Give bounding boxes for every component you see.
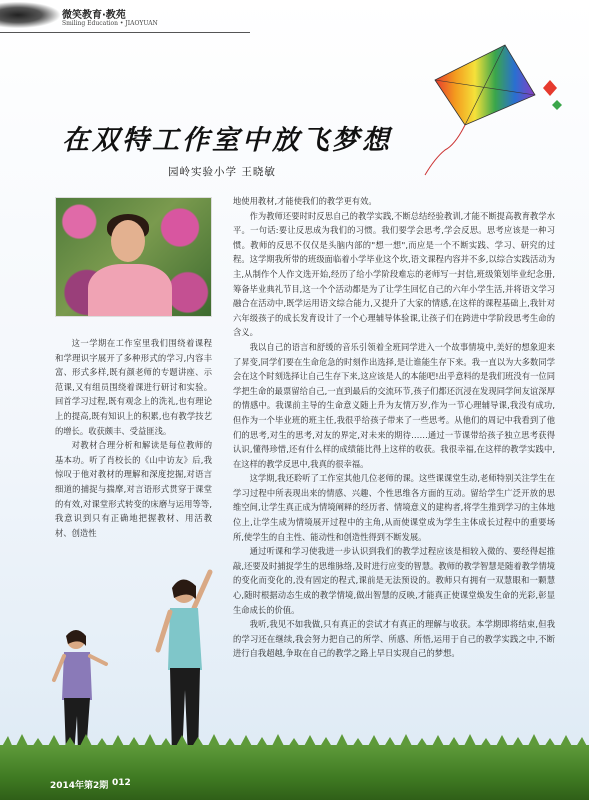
grass-footer (0, 745, 589, 800)
column-subtitle: Smiling Education • JIAOYUAN (62, 20, 158, 27)
header-decoration (0, 2, 60, 28)
header-rule (0, 32, 250, 33)
issue-label: 2014年第2期 (50, 781, 109, 791)
article-paragraph: 我以自己的语言和舒缓的音乐引领着全班同学进入一个故事情境中,美好的想象迎来了昇变,同学们要在生命危急的时刻作出选择,是让谁能生存下来。我一直以为大多数同学会在这个时刻选择让自己生存下来,这应该是人的本能吧!出乎意料的是我们班没有一位同学把生命的最票留给自己,一直到最后的交流环节,孩子们都还沉浸在发现同学间友谊深厚的情感中。我课前主导的生命意义随上升为友情万岁,作为一节心理辅导课,我没有成功,但作为一个毕业班的班主任,我很乎给孩子带来了一些思考。从他们的周记中我看到了他们的思考,对生的思考,对友的界定,对未来的期待……通过一节课带给孩子独立思考获得认识,懂得珍惜,还有什么样的成绩能比得上这样的收获。我很幸福,在这样的教学实践中,在这样的教学反思中,我真的很幸福。 (233, 341, 555, 469)
article-paragraph: 作为教师还要时时反思自己的教学实践,不断总结经验教训,才能不断提高教育教学水平。一句话:要让反思成为我们的习惯。我们要学会思考,学会反思。思考应该是一种习惯。教师的反思不仅仅是头脑内部的"想一想",而应是一个不断实践、学习、研究的过程。这学期我所带的班级面临着小学毕业这个坎,语文课程内容并不多,以综合实践活动为主,从制作个人作文选开始,经历了给小学阶段难忘的老师写一封信,班级策划毕业纪念册,筹备毕业典礼节目,这一个个活动都是为了让学生回忆自己的六年小学生活,并将语文学习融合在活动中,既学运用语文综合能力,又提升了大家的情感,在这样的课程基础上,我针对六年级孩子的成长发育设计了一个心理辅导体验课,让孩子们在跨进中学阶段思考生命的含义。 (233, 210, 555, 338)
author-photo-face (111, 220, 145, 262)
kite-illustration (405, 40, 585, 185)
article-left-column (55, 336, 212, 540)
author-photo (55, 197, 212, 317)
article-byline: 园岭实验小学 王晓敏 (168, 166, 276, 178)
article-paragraph: 这一学期在工作室里我们围绕着课程和学理识字展开了多种形式的学习,内容丰富、形式多样,既有颜老师的专题讲座、示范课,又有组员围绕着课进行研讨和实验。回首学习过程,既有观念上的洗礼,也有理论上的提高,既有知识上的积累,也有教学技艺的增长。收获颇丰、受益匪浅。 (55, 338, 212, 436)
author-photo-body (88, 264, 172, 317)
article-paragraph: 这学期,我还聆听了工作室其他几位老师的课。这些课课堂生动,老师特别关注学生在学习过程中所表现出来的情感、兴趣、个性思维各方面的互动。留给学生广泛开放的思维空间,让学生真正成为情境阐释的经历者、情境意义的建构者,将学生推到学习的主体地位上,让学生成为情境展开过程中的主角,从而使课堂成为学生主体成长过程中的重要场所,使学生的自主性、能动性和创造性得到不断发展。 (233, 473, 555, 542)
article-right-column (233, 194, 555, 661)
article-paragraph: 对教材合理分析和解读是每位教师的基本功。听了肖校长的《山中访友》后,我惊叹于他对教材的理解和深度挖掘,对语言细道的捕捉与揣摩,对言语形式贯穿于课堂的有效,对课堂形式转变的床磨与运用等等,我意识到只有正确地把握教材、用活教材、创造性 (55, 440, 212, 538)
article-paragraph: 通过听课和学习使我进一步认识到我们的教学过程应该是相较入微的、要经得起推敲,还要及时捕捉学生的思维脉络,及时进行应变的智慧。教师的教学智慧是随着教学情境的变化而变化的,没有固定的程式,课前是无法预设的。教师只有拥有一双慧眼和一颗慧心,随时根据动态生成的教学情境,做出智慧的反映,才能真正使课堂焕发生命的光彩,彰显生命成长的价值。 (233, 546, 555, 615)
page-number: 012 (112, 778, 131, 788)
article-paragraph: 地使用教材,才能使我们的教学更有效。 (233, 196, 377, 206)
article-paragraph: 我听,我见不如我做,只有真正的尝试才有真正的理解与收获。本学期即将结束,但我的学习还在继续,我会努力把自己的所学、所感、所悟,运用于自己的教学实践之中,不断进行自我超越,争取在自己的教学之路上早日实现自己的梦想。 (233, 619, 555, 659)
column-name: 微笑教育·教苑 (62, 10, 126, 21)
article-title: 在双特工作室中放飞梦想 (62, 125, 392, 156)
